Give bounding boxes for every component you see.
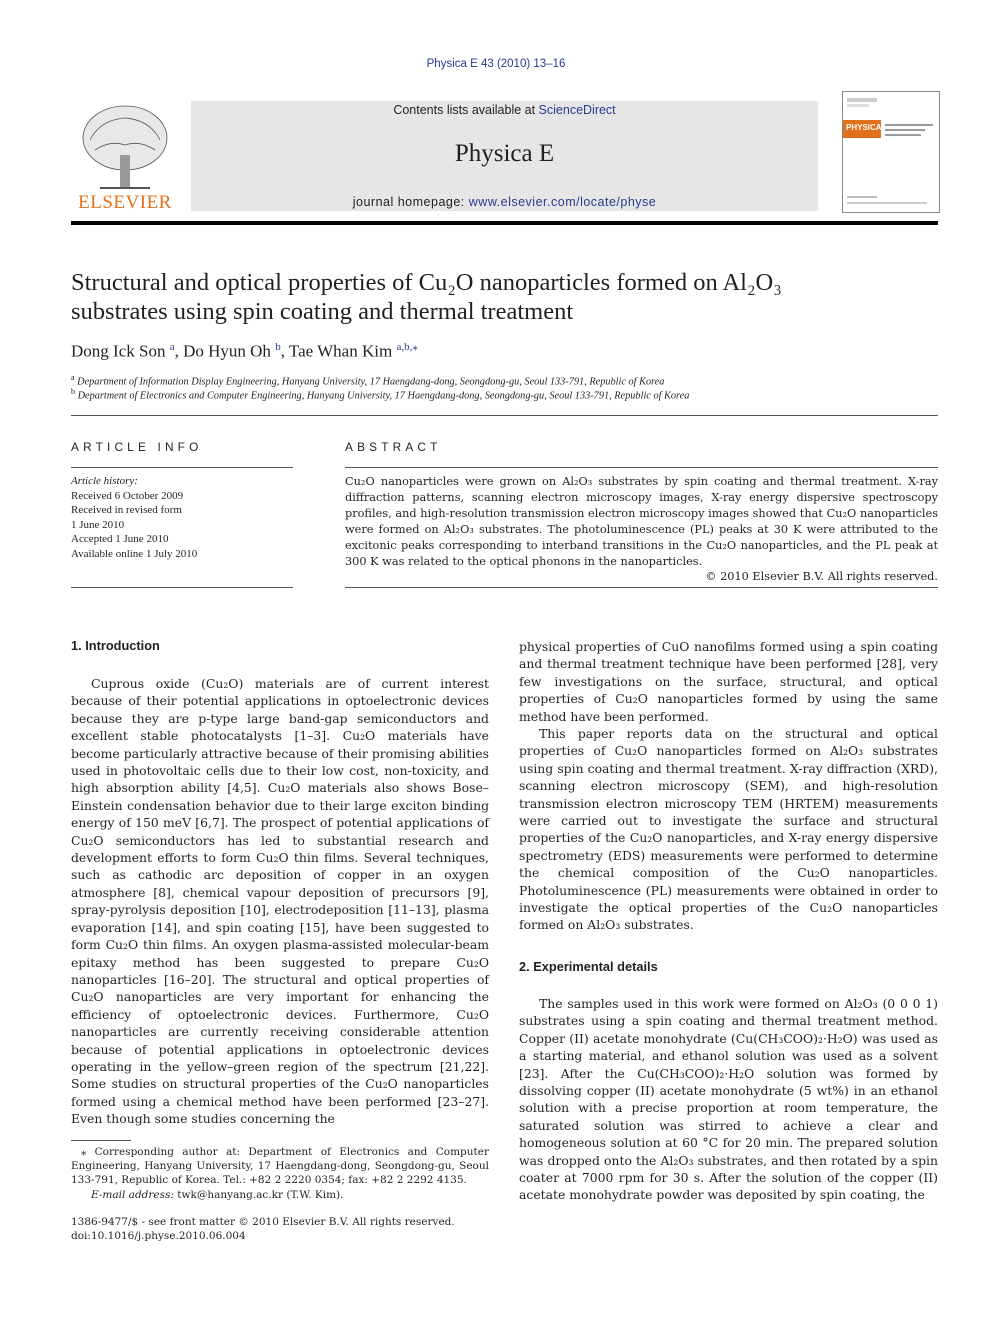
sciencedirect-link[interactable]: ScienceDirect (538, 103, 616, 117)
article-title (71, 268, 938, 326)
author-list: Dong Ick Son $^a$, Do Hyun Oh $^b$, Tae Whan Kim $^{a,b,⁎}$ (71, 341, 418, 361)
footnote-rule (71, 1140, 131, 1141)
author-affil-link[interactable]: a (169, 341, 175, 353)
author-name: Do Hyun Oh (183, 341, 271, 361)
homepage-prefix: journal homepage: (352, 195, 469, 209)
right-column-paragraph: physical properties of CuO nanofilms formed using a spin coating and thermal treatment technique have been performed [28], very few investigations on the surface, structural, and optical properties of Cu₂O nanoparticles formed by using the same method have been performed. (519, 639, 938, 724)
journal-cover-thumbnail[interactable] (842, 91, 940, 213)
email-note (71, 1188, 489, 1202)
email-label: E-mail address: (91, 1189, 174, 1201)
intro-paragraph: Cuprous oxide (Cu₂O) materials are of current interest because of their potential applications in optoelectronic devices because they are p-type large band-gap semiconductors and excellent stable photocatalysts [1–3]. Cu₂O materials have become particularly attractive because of their promising abilities used in photovoltaic cells due to their low cost, non-toxicity, and high absorption ability [4,5]. Cu₂O materials also shows Bose–Einstein condensation behavior due to their large exciton binding energy of 150 meV [6,7]. The prospect of potential applications of Cu₂O semiconductors has led to substantial research and development efforts to form Cu₂O thin films. Several techniques, such as cathodic arc deposition of copper in an oxygen atmosphere [8], chemical vapour deposition of precursors [9], spray-pyrolysis deposition [10], electrodeposition [11–13], plasma evaporation [14], and spin coating [15], have been suggested to form Cu₂O thin films. An oxygen plasma-assisted molecular-beam epitaxy method has been suggested to prepare Cu₂O nanoparticles [16–20]. The structural and optical properties of Cu₂O nanoparticles are very important for enhancing the efficiency of optoelectronic devices. Furthermore, Cu₂O nanoparticles are currently receiving considerable attention because of potential applications in optoelectronic devices operating in the yellow–green region of the spectrum [21,22]. Some studies on structural properties of the Cu₂O nanoparticles formed using a chemical method have been performed [23–27]. Even though some studies concerning the (71, 676, 489, 1127)
article-info-rule (71, 467, 293, 468)
abstract-heading: ABSTRACT (345, 440, 442, 454)
affiliation: $^b$ Department of Electronics and Computer Engineering, Hanyang University, 17 Haengdang-dong, Seongdong-gu, Seoul 133-791, Republic of Korea (71, 387, 690, 402)
homepage-link[interactable]: www.elsevier.com/locate/physe (468, 195, 657, 209)
corresponding-author-note: ⁎ Corresponding author at: Department of Electronics and Computer Engineering, Hanyang University, 17 Haengdang-dong, Seongdong-gu, Seoul 133-791, Republic of Korea. Tel.: +82 2 2220 0354; fax: +82 2 2292 4135. (71, 1146, 489, 1187)
elsevier-logo (70, 100, 180, 212)
author-name: Dong Ick Son (71, 341, 166, 361)
contents-prefix: Contents lists available at (393, 103, 539, 117)
title-line-1: Structural and optical properties of Cu₂O nanoparticles formed on Al₂O₃ (71, 269, 782, 296)
author-name: Tae Whan Kim (288, 341, 393, 361)
cover-label: PHYSICA (843, 120, 881, 138)
history-entry: Received 6 October 2009 (71, 489, 184, 502)
abstract-copyright: © 2010 Elsevier B.V. All rights reserved. (705, 570, 938, 583)
affiliation: $^a$ Department of Information Display Engineering, Hanyang University, 17 Haengdang-dong, Seongdong-gu, Seoul 133-791, Republic of Korea (71, 373, 665, 388)
history-entry: Available online 1 July 2010 (71, 547, 198, 560)
journal-title: Physica E (454, 140, 555, 167)
section-title-introduction: 1. Introduction (71, 638, 160, 653)
section-title-experimental: 2. Experimental details (519, 959, 658, 974)
history-entry: 1 June 2010 (71, 518, 125, 531)
article-info-heading: ARTICLE INFO (71, 440, 203, 454)
history-entry: Accepted 1 June 2010 (71, 533, 169, 545)
journal-reference[interactable]: Physica E 43 (2010) 13–16 (426, 58, 566, 70)
elsevier-tree-icon (70, 100, 180, 212)
issn-line: 1386-9477/$ - see front matter © 2010 Elsevier B.V. All rights reserved. (71, 1216, 455, 1228)
article-info-bottom-rule (71, 587, 293, 588)
abstract-bottom-rule (345, 587, 938, 588)
article-history (71, 474, 293, 561)
header-rule (71, 221, 938, 225)
doi-line[interactable]: doi:10.1016/j.physe.2010.06.004 (71, 1230, 246, 1242)
elsevier-wordmark: ELSEVIER (78, 192, 172, 212)
abstract-rule (345, 467, 938, 468)
author-affil-link[interactable]: a,b,⁎ (396, 341, 418, 353)
author-affil-link[interactable]: b (275, 341, 281, 353)
history-label: Article history: (71, 475, 138, 487)
right-column-paragraph: This paper reports data on the structural and optical properties of Cu₂O nanoparticles formed on Al₂O₃ substrates using spin coating and thermal treatment. X-ray diffraction (XRD), scanning electron microscopy (SEM), and high-resolution transmission electron microscopy TEM (HRTEM) measurements were carried out to investigate the surface and structural properties of the Cu₂O nanoparticles, and X-ray energy dispersive spectrometry (EDS) measurements were performed to determine the chemical composition of the Cu₂O nanoparticles. Photoluminescence (PL) measurements were obtained in order to investigate the optical properties of the Cu₂O nanoparticles formed on Al₂O₃ substrates. (519, 726, 938, 933)
experimental-paragraph: The samples used in this work were formed on Al₂O₃ (0 0 0 1) substrates using a spin coating and thermal treatment method. Copper (II) acetate monohydrate (Cu(CH₃COO)₂·H₂O) was used as a starting material, and ethanol solution was used as a solvent [23]. After the Cu(CH₃COO)₂·H₂O solution was formed by dissolving copper (II) acetate monohydrate (5 wt%) in an ethanol solution with a precise proportion at room temperature, the saturated solution was stirred to achieve a clear and homogeneous solution at 60 °C for 20 min. The prepared solution was dropped onto the Al₂O₃ substrates, and then rotated by a spin coater at 7000 rpm for 30 s. After the solution of the copper (II) acetate monohydrate powder was deposited by spin coating, the (519, 996, 938, 1203)
journal-homepage (191, 195, 818, 209)
email-address[interactable]: twk@hanyang.ac.kr (T.W. Kim). (177, 1189, 344, 1201)
affiliation-rule (71, 415, 938, 416)
contents-line (191, 103, 818, 117)
abstract-text: Cu₂O nanoparticles were grown on Al₂O₃ substrates by spin coating and thermal treatment. X-ray diffraction patterns, scanning electron microscopy images, X-ray energy dispersive spectroscopy profiles, and high-resolution transmission electron microscopy images showed that Cu₂O nanoparticles were formed on Al₂O₃ substrates. The photoluminescence (PL) peaks at 30 K were attributed to the excitonic peaks corresponding to interband transitions in the Cu₂O nanoparticles, and the PL peak at 300 K was related to the optical phonons in the nanoparticles. (345, 475, 938, 568)
history-entry: Received in revised form (71, 504, 182, 516)
title-line-2: substrates using spin coating and thermal treatment (71, 298, 574, 325)
